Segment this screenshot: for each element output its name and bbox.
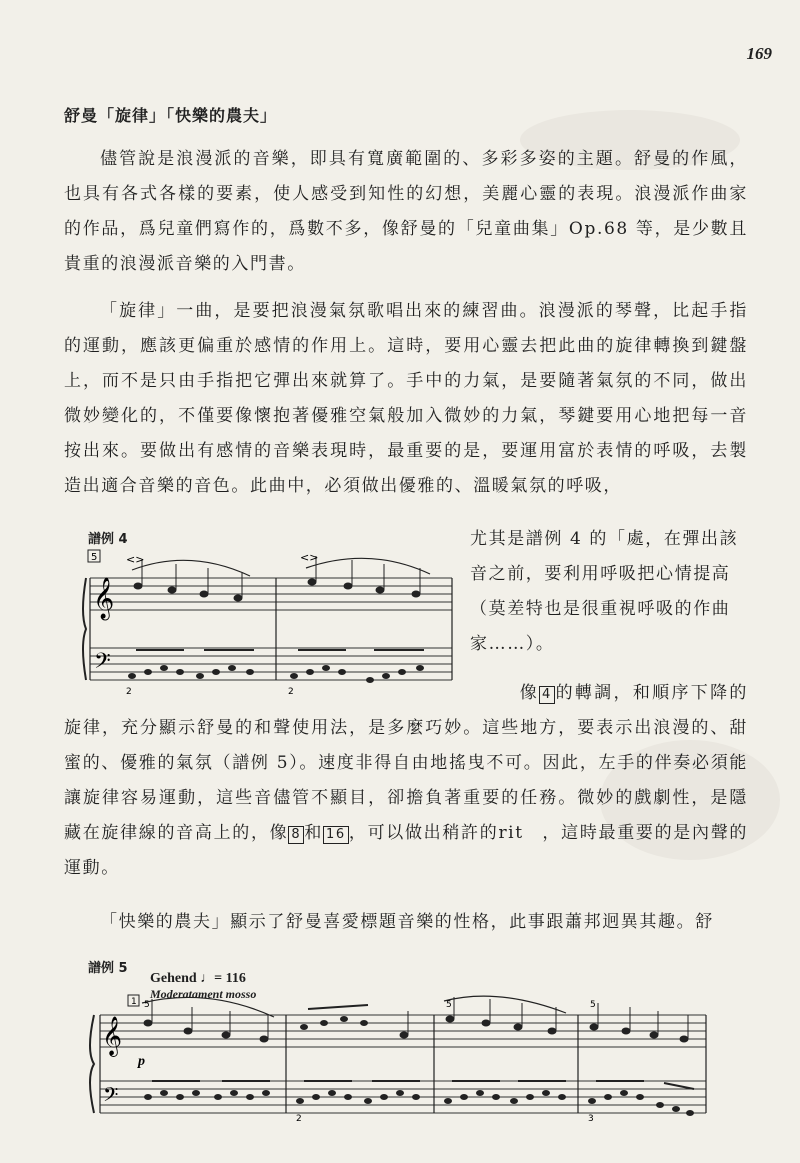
finger-mark: 5 [590, 1000, 596, 1010]
p3-text-c: 和 [304, 823, 324, 843]
measure-ref-box: 4 [539, 686, 555, 704]
finger-mark: 2 [288, 687, 294, 697]
bass-clef: 𝄢 [94, 649, 111, 679]
tempo-subtitle: Moderatament mosso [150, 987, 257, 1001]
hairpin-mark: <> [300, 551, 319, 564]
beams [152, 1081, 694, 1089]
paragraph-1: 儘管說是浪漫派的音樂，即具有寬廣範圍的、多彩多姿的主題。舒曼的作風，也具有各式各樣的要素，使人感受到知性的幻想，美麗心靈的表現。浪漫派作曲家的作品，爲兒童們寫作的，爲數不多，像舒曼的「兒童曲集」Op.68 等，是少數且貴重的浪漫派音樂的入門書。 [64, 149, 748, 274]
brace [83, 578, 86, 680]
example-5-label: 譜例 5 [88, 961, 128, 976]
side-paragraph: 尤其是譜例 4 的「處，在彈出該音之前，要利用呼吸把心情提高（莫差特也是很重視呼吸的作曲家……）。 [470, 529, 739, 654]
slur [132, 560, 250, 576]
treble-clef: 𝄞 [102, 1016, 123, 1056]
paragraph-4: 「快樂的農夫」顯示了舒曼喜愛標題音樂的性格，此事跟蕭邦迥異其趣。舒 [100, 912, 714, 932]
finger-mark: 2 [296, 1114, 302, 1123]
treble-staff [90, 578, 452, 610]
measure-ref-box: 16 [323, 826, 349, 844]
measure-ref-box: 8 [288, 826, 304, 844]
finger-mark: 3 [588, 1114, 594, 1123]
slur [444, 996, 566, 1013]
tempo-marking: Gehend ♩= 116 [150, 971, 246, 986]
bass-clef: 𝄢 [103, 1083, 119, 1111]
bass-staff [100, 1081, 706, 1113]
hairpin-mark: <> [126, 553, 145, 566]
measure-number: 5 [91, 552, 98, 563]
slur [306, 558, 430, 574]
dynamic-mark: p [138, 1054, 145, 1069]
finger-mark: 5 [446, 1000, 452, 1010]
beams [308, 1005, 368, 1009]
brace [90, 1015, 94, 1113]
paragraph-2: 「旋律」一曲，是要把浪漫氣氛歌唱出來的練習曲。浪漫派的琴聲，比起手指的運動，應該更偏重於感情的作用上。這時，要用心靈去把此曲的旋律轉換到鍵盤上，而不是只由手指把它彈出來就算了。手中的力氣，是要隨著氣氛的不同，做出微妙變化的，不僅要像懷抱著優雅空氣般加入微妙的力氣，琴鍵要用心地把每一音按出來。要做出有感情的音樂表現時，最重要的是，要運用富於表情的呼吸，去製造出適合音樂的音色。此曲中，必須做出優雅的、溫暖氣氛的呼吸， [64, 301, 748, 496]
p3-text-a: 像 [519, 683, 540, 703]
example-4-label: 譜例 4 [88, 532, 128, 547]
page-number: 169 [746, 44, 772, 63]
measure-number: 1 [131, 997, 137, 1007]
score-example-5 [78, 993, 758, 1123]
paragraph-3 [64, 676, 748, 886]
finger-mark: 2 [126, 687, 132, 697]
section-title: 舒曼「旋律」「快樂的農夫」 [64, 106, 278, 125]
slur [142, 997, 274, 1017]
treble-notes [134, 556, 421, 602]
bass-notes [144, 1090, 694, 1116]
treble-clef: 𝄞 [93, 578, 115, 619]
finger-mark: 5 [144, 1000, 150, 1010]
p3-text-d: ，可以做出稍許的rit ，這時最重要的是內聲的運動。 [64, 823, 748, 878]
treble-notes [144, 997, 689, 1043]
p3-text-b: 的轉調，和順序下降的旋律，充分顯示舒曼的和聲使用法，是多麼巧妙。這些地方，要表示出浪漫的、甜蜜的、優雅的氣氛（譜例 5）。速度非得自由地搖曳不可。因此，左手的伴奏必須能讓旋律容易運動，這些音儘管不顯目，卻擔負著重要的任務。微妙的戲劇性，是隱藏在旋律線的音高上的，像 [64, 683, 749, 843]
